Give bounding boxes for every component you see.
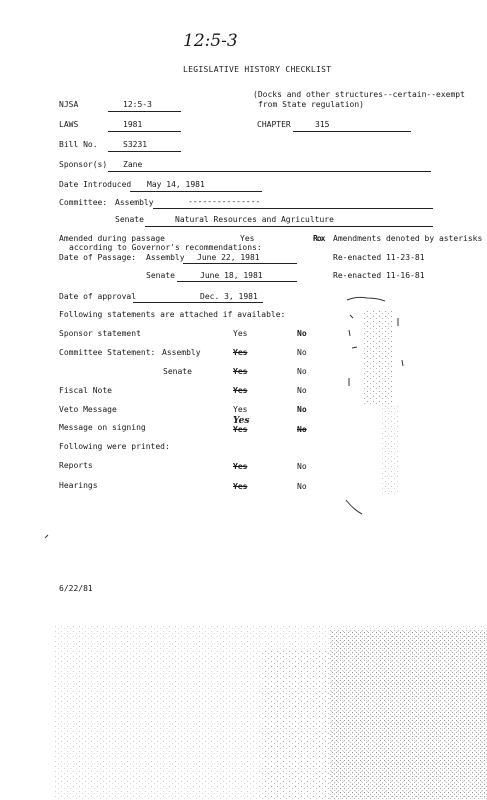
- note-line-2: from State regulation): [258, 100, 364, 109]
- senate-committee-value: Natural Resources and Agriculture: [175, 215, 334, 224]
- statements-heading: Following statements are attached if available:: [59, 310, 286, 319]
- chapter-label: CHAPTER: [257, 120, 291, 129]
- right-scan-marks: [45, 297, 403, 538]
- reports-yes: Yes: [233, 462, 248, 471]
- date-of-approval-value: Dec. 3, 1981: [200, 292, 258, 301]
- veto-message-label: Veto Message: [59, 405, 117, 414]
- committee-assembly-yes: Yes: [233, 348, 248, 357]
- senate-label: Senate: [115, 215, 144, 224]
- laws-label: LAWS: [59, 120, 79, 129]
- sponsor-value: Zane: [123, 160, 143, 169]
- sponsor-statement-label: Sponsor statement: [59, 329, 141, 338]
- handwritten-statute-code: 12:5-3: [183, 31, 238, 51]
- passage-assembly-date: June 22, 1981: [197, 253, 260, 262]
- message-on-signing-yes: Yes: [233, 425, 248, 434]
- bill-value: S3231: [123, 140, 148, 149]
- hearings-no: No: [297, 482, 307, 491]
- committee-statement-assembly: Assembly: [162, 348, 201, 357]
- message-on-signing-label: Message on signing: [59, 423, 146, 432]
- committee-statement-label: Committee Statement:: [59, 348, 156, 357]
- chapter-value: 315: [315, 120, 330, 129]
- njsa-value: 12:5-3: [123, 100, 152, 109]
- hearings-label: Hearings: [59, 481, 98, 490]
- assembly-committee-value: ---------------: [188, 197, 261, 206]
- committee-label: Committee:: [59, 198, 108, 207]
- page-title: LEGISLATIVE HISTORY CHECKLIST: [183, 65, 332, 74]
- reports-no: No: [297, 462, 307, 471]
- laws-value: 1981: [123, 120, 143, 129]
- fiscal-note-no: No: [297, 386, 307, 395]
- assembly-label: Assembly: [115, 198, 154, 207]
- passage-assembly-label: Assembly: [146, 253, 185, 262]
- hearings-yes: Yes: [233, 482, 248, 491]
- senate-reenacted: Re-enacted 11-16-81: [333, 271, 425, 280]
- message-on-signing-no: No: [297, 425, 307, 434]
- footer-code: 6/22/81: [59, 584, 93, 593]
- sponsor-label: Sponsor(s): [59, 160, 108, 169]
- printed-heading: Following were printed:: [59, 442, 170, 451]
- amended-label: Amended during passage: [59, 234, 165, 243]
- date-introduced-label: Date Introduced: [59, 180, 132, 189]
- message-on-signing-handwritten-yes: Yes: [233, 416, 250, 426]
- amended-struck-no: Rox: [313, 234, 325, 243]
- veto-message-no: No: [297, 405, 307, 414]
- date-introduced-value: May 14, 1981: [147, 180, 205, 189]
- njsa-label: NJSA: [59, 100, 79, 109]
- sponsor-statement-yes: Yes: [233, 329, 248, 338]
- committee-senate-yes: Yes: [233, 367, 248, 376]
- passage-senate-date: June 18, 1981: [200, 271, 263, 280]
- amended-yes: Yes: [240, 234, 255, 243]
- fiscal-note-label: Fiscal Note: [59, 386, 112, 395]
- committee-senate-no: No: [297, 367, 307, 376]
- amendments-note: Amendments denoted by asterisks: [333, 234, 483, 243]
- amended-label-2: according to Governor's recommendations:: [69, 243, 262, 252]
- committee-assembly-no: No: [297, 348, 307, 357]
- fiscal-note-yes: Yes: [233, 386, 248, 395]
- veto-message-yes: Yes: [233, 405, 248, 414]
- bill-label: Bill No.: [59, 140, 98, 149]
- committee-statement-senate: Senate: [163, 367, 192, 376]
- reports-label: Reports: [59, 461, 93, 470]
- note-line-1: (Docks and other structures--certain--exempt: [253, 90, 465, 99]
- passage-senate-label: Senate: [146, 271, 175, 280]
- date-of-approval-label: Date of approval: [59, 292, 137, 301]
- assembly-reenacted: Re-enacted 11-23-81: [333, 253, 425, 262]
- sponsor-statement-no: No: [297, 329, 307, 338]
- date-of-passage-label: Date of Passage:: [59, 253, 137, 262]
